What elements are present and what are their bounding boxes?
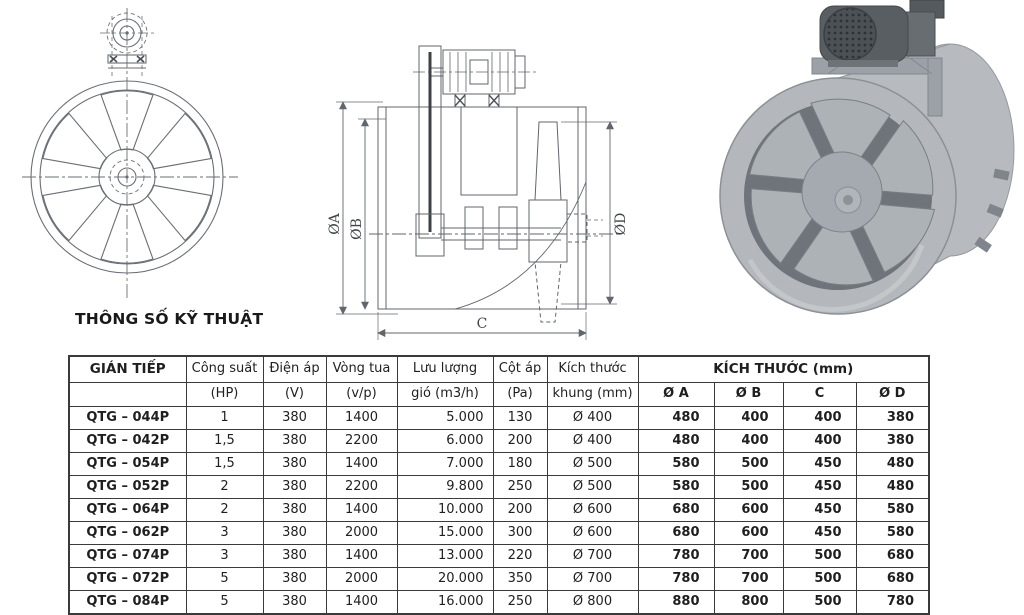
table-row: [69, 407, 929, 430]
table-cell: QTG – 064P: [69, 499, 186, 522]
photo-fan-hub: [802, 152, 882, 232]
table-cell: 15.000: [397, 522, 493, 545]
col-header-speed: Vòng tua: [326, 356, 397, 383]
table-cell: 250: [493, 476, 547, 499]
table-row: [69, 591, 929, 615]
col-subheader-frame: khung (mm): [547, 383, 638, 407]
table-cell: QTG – 074P: [69, 545, 186, 568]
table-cell: Ø 600: [547, 522, 638, 545]
table-cell: 5: [186, 568, 263, 591]
spec-table: [68, 355, 930, 615]
table-cell: Ø 500: [547, 476, 638, 499]
table-cell: 400: [783, 407, 856, 430]
table-cell: 680: [638, 499, 714, 522]
table-cell: 2000: [326, 568, 397, 591]
table-cell: 130: [493, 407, 547, 430]
table-cell: 450: [783, 476, 856, 499]
col-header-pressure: Cột áp: [493, 356, 547, 383]
table-row: [69, 568, 929, 591]
table-cell: QTG – 052P: [69, 476, 186, 499]
table-cell: 780: [638, 545, 714, 568]
table-cell: 1400: [326, 545, 397, 568]
table-cell: 880: [638, 591, 714, 615]
table-cell: 380: [263, 522, 326, 545]
table-cell: 16.000: [397, 591, 493, 615]
table-cell: 200: [493, 430, 547, 453]
fan-casing: [378, 107, 586, 309]
table-cell: 3: [186, 545, 263, 568]
table-cell: 1400: [326, 453, 397, 476]
dimension-a: [327, 102, 398, 314]
table-cell: Ø 700: [547, 568, 638, 591]
table-cell: 680: [856, 545, 929, 568]
table-cell: QTG – 072P: [69, 568, 186, 591]
table-cell: 380: [263, 499, 326, 522]
impeller: [455, 122, 603, 322]
table-cell: 480: [638, 430, 714, 453]
table-cell: 400: [783, 430, 856, 453]
col-header-dimensions-group: KÍCH THƯỚC (mm): [638, 356, 929, 383]
table-cell: QTG – 084P: [69, 591, 186, 615]
table-cell: 2: [186, 476, 263, 499]
table-cell: 450: [783, 522, 856, 545]
table-cell: Ø 700: [547, 545, 638, 568]
shaft-and-bearings: [441, 107, 561, 249]
table-cell: 780: [638, 568, 714, 591]
pulley: [100, 13, 154, 53]
table-cell: QTG – 044P: [69, 407, 186, 430]
table-cell: 9.800: [397, 476, 493, 499]
table-cell: 580: [638, 453, 714, 476]
dim-c-label: C: [476, 316, 488, 332]
table-cell: 10.000: [397, 499, 493, 522]
col-header-power: Công suất: [186, 356, 263, 383]
table-cell: Ø 400: [547, 430, 638, 453]
table-row: [69, 476, 929, 499]
table-cell: 480: [856, 476, 929, 499]
col-subheader-model: [69, 383, 186, 407]
table-cell: QTG – 062P: [69, 522, 186, 545]
table-cell: 580: [856, 522, 929, 545]
table-cell: 380: [263, 407, 326, 430]
table-row: [69, 453, 929, 476]
table-cell: 400: [714, 407, 783, 430]
table-cell: 2: [186, 499, 263, 522]
page-title: THÔNG SỐ KỸ THUẬT: [75, 310, 264, 328]
table-cell: 200: [493, 499, 547, 522]
col-header-airflow: Lưu lượng: [397, 356, 493, 383]
dim-d-label: ØD: [613, 212, 629, 236]
table-cell: 780: [856, 591, 929, 615]
table-cell: 700: [714, 545, 783, 568]
table-cell: Ø 400: [547, 407, 638, 430]
table-cell: 680: [856, 568, 929, 591]
table-cell: 2200: [326, 430, 397, 453]
table-cell: 380: [263, 591, 326, 615]
table-cell: 2200: [326, 476, 397, 499]
table-cell: 2000: [326, 522, 397, 545]
table-cell: 500: [783, 591, 856, 615]
table-cell: 400: [714, 430, 783, 453]
table-cell: 380: [263, 568, 326, 591]
table-cell: 380: [263, 430, 326, 453]
dim-a-label: ØA: [327, 213, 343, 235]
table-cell: Ø 600: [547, 499, 638, 522]
table-cell: 680: [638, 522, 714, 545]
col-subheader-speed: (v/p): [326, 383, 397, 407]
table-cell: 580: [638, 476, 714, 499]
header-row-2: [69, 383, 929, 407]
table-cell: 800: [714, 591, 783, 615]
centerlines: [22, 8, 238, 300]
table-cell: QTG – 042P: [69, 430, 186, 453]
col-subheader-airflow: gió (m3/h): [397, 383, 493, 407]
dimension-b: [349, 119, 386, 309]
table-cell: 700: [714, 568, 783, 591]
table-cell: 220: [493, 545, 547, 568]
table-cell: 3: [186, 522, 263, 545]
table-cell: 1400: [326, 407, 397, 430]
table-row: [69, 545, 929, 568]
table-cell: 350: [493, 568, 547, 591]
fan-front-view-drawing: [16, 2, 246, 307]
table-cell: 500: [714, 476, 783, 499]
header-row-1: [69, 356, 929, 383]
table-cell: 600: [714, 499, 783, 522]
col-header-voltage: Điện áp: [263, 356, 326, 383]
table-row: [69, 430, 929, 453]
table-cell: 450: [783, 453, 856, 476]
table-cell: 300: [493, 522, 547, 545]
table-cell: 1,5: [186, 430, 263, 453]
table-cell: 6.000: [397, 430, 493, 453]
table-cell: 180: [493, 453, 547, 476]
table-cell: QTG – 054P: [69, 453, 186, 476]
table-cell: 1: [186, 407, 263, 430]
table-cell: 13.000: [397, 545, 493, 568]
table-cell: 500: [714, 453, 783, 476]
belt-drive: [416, 46, 444, 256]
dimension-c: [378, 312, 586, 340]
col-header-model: GIÁN TIẾP: [69, 356, 186, 383]
table-cell: 1400: [326, 499, 397, 522]
table-cell: Ø 500: [547, 453, 638, 476]
col-header-dia-b: Ø B: [714, 383, 783, 407]
table-cell: 380: [263, 476, 326, 499]
table-cell: 1,5: [186, 453, 263, 476]
table-cell: 500: [783, 568, 856, 591]
fan-side-view-drawing: [303, 22, 643, 342]
dim-b-label: ØB: [349, 218, 365, 240]
col-header-dia-a: Ø A: [638, 383, 714, 407]
table-cell: 380: [263, 545, 326, 568]
table-row: [69, 499, 929, 522]
table-cell: 380: [856, 430, 929, 453]
table-cell: 7.000: [397, 453, 493, 476]
col-header-frame: Kích thước: [547, 356, 638, 383]
table-cell: 480: [856, 453, 929, 476]
table-cell: 250: [493, 591, 547, 615]
table-cell: 600: [714, 522, 783, 545]
table-cell: Ø 800: [547, 591, 638, 615]
table-row: [69, 522, 929, 545]
col-header-c: C: [783, 383, 856, 407]
table-cell: 500: [783, 545, 856, 568]
fan-product-photo: [700, 0, 1015, 330]
table-cell: 5.000: [397, 407, 493, 430]
motor: [413, 50, 539, 107]
table-cell: 450: [783, 499, 856, 522]
table-cell: 380: [263, 453, 326, 476]
col-header-dia-d: Ø D: [856, 383, 929, 407]
spec-table-body: [69, 407, 929, 615]
table-cell: 20.000: [397, 568, 493, 591]
col-subheader-voltage: (V): [263, 383, 326, 407]
table-cell: 1400: [326, 591, 397, 615]
col-subheader-power: (HP): [186, 383, 263, 407]
col-subheader-pressure: (Pa): [493, 383, 547, 407]
table-cell: 380: [856, 407, 929, 430]
table-cell: 580: [856, 499, 929, 522]
table-cell: 480: [638, 407, 714, 430]
table-cell: 5: [186, 591, 263, 615]
